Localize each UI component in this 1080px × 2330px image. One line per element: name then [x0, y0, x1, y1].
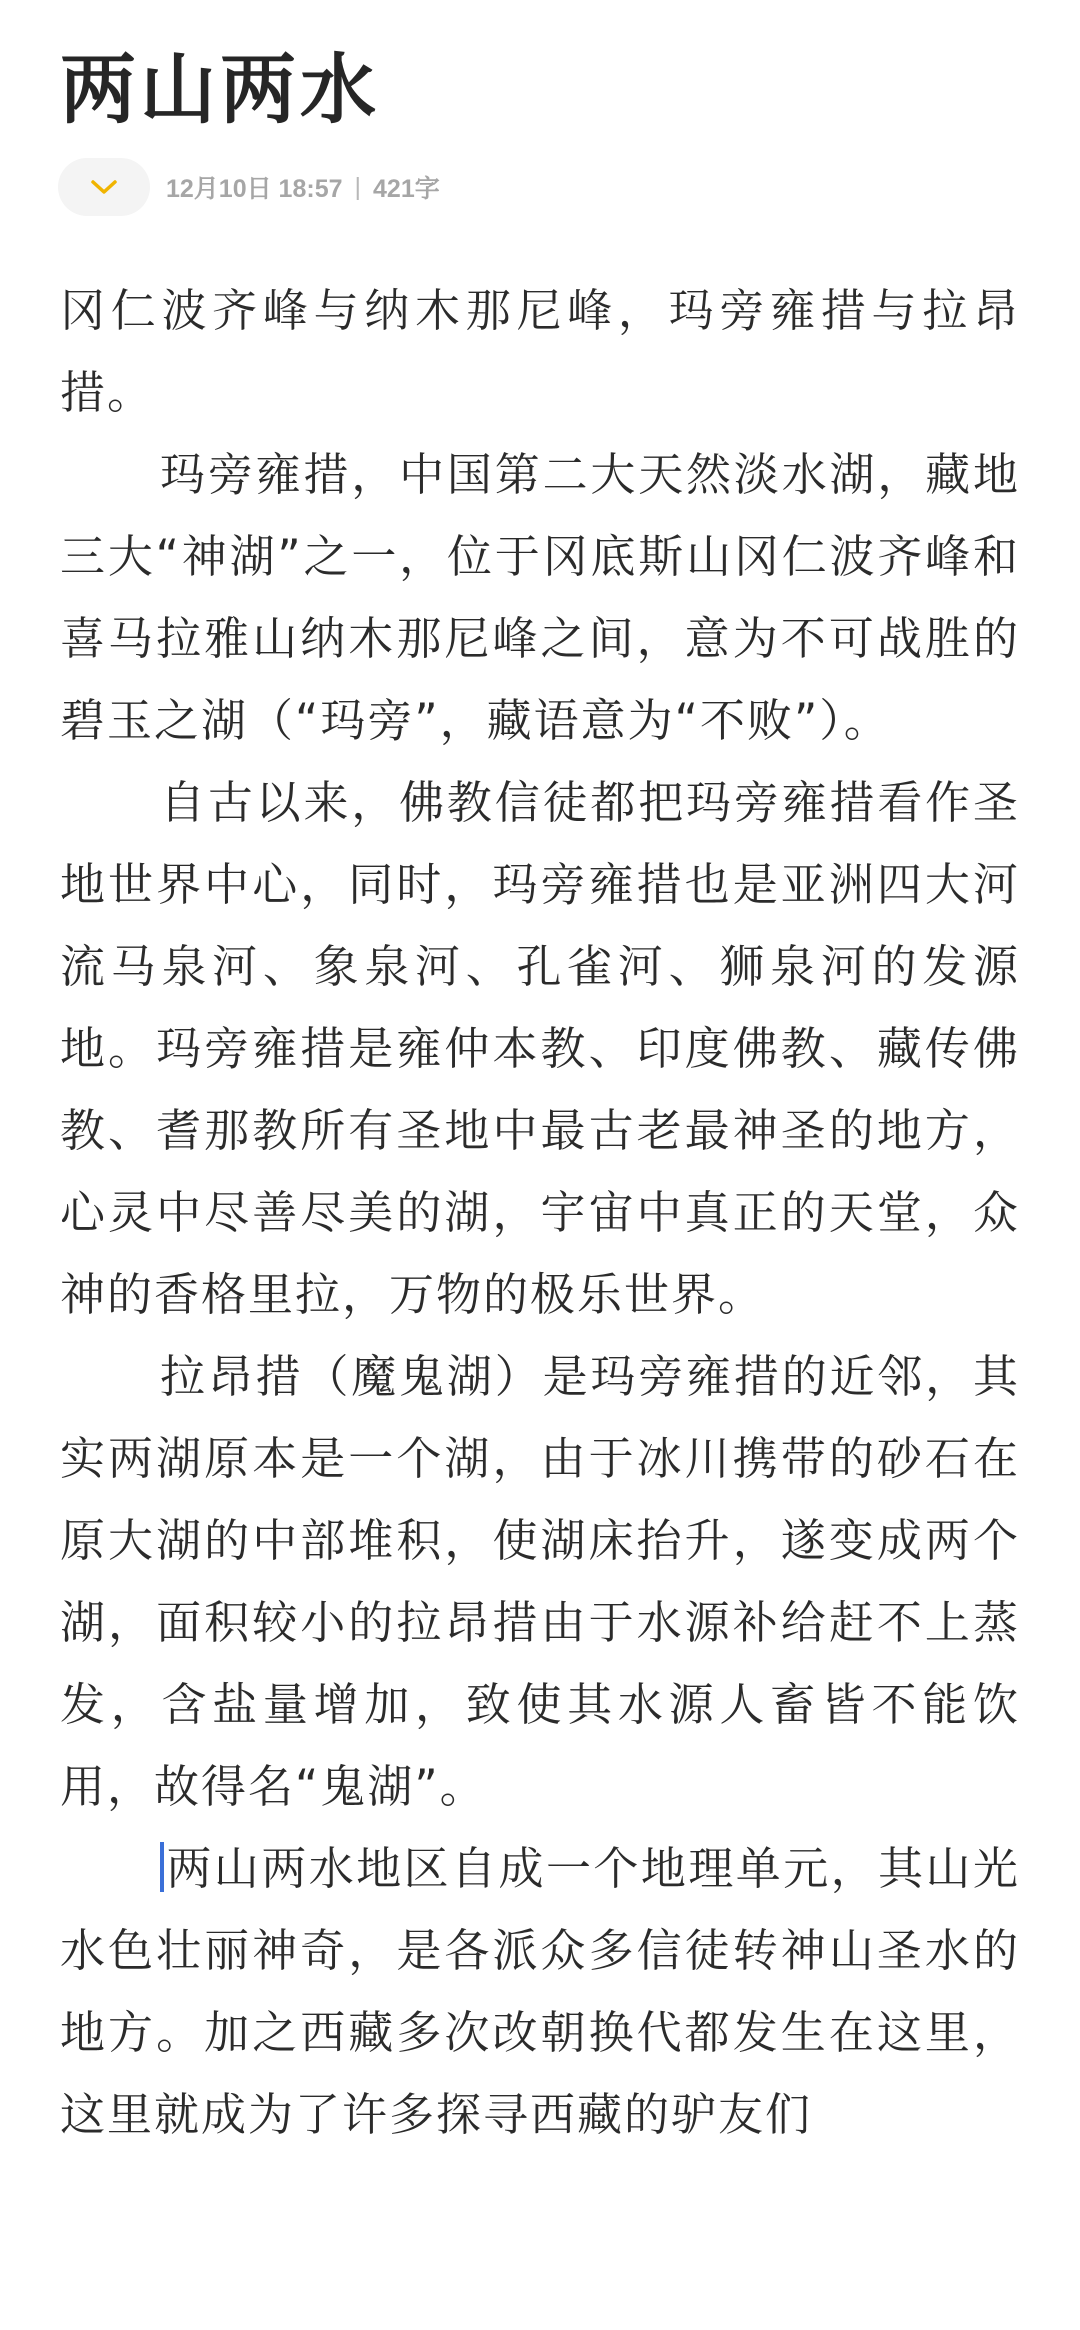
paragraph-region-text: 两山两水地区自成一个地理单元，其山光水色壮丽神奇，是各派众多信徒转神山圣水的地方。加之西藏多次改朝换代都发生在这里，这里就成为了许多探寻西藏的驴友们 — [60, 1842, 1020, 2141]
expand-toggle-button[interactable] — [58, 158, 150, 216]
article-title: 两山两水 — [60, 45, 380, 134]
article-meta — [58, 158, 440, 216]
word-count: 421字 — [373, 175, 440, 203]
paragraph-lhanag-tso: 拉昂措（魔鬼湖）是玛旁雍措的近邻，其实两湖原本是一个湖，由于冰川携带的砂石在原大湖的中部堆积，使湖床抬升，遂变成两个湖，面积较小的拉昂措由于水源补给赶不上蒸发，含盐量增加，致使其水源人畜皆不能饮用，故得名“鬼湖”。 — [60, 1350, 1020, 1813]
text-cursor — [160, 1842, 164, 1892]
paragraph-region — [60, 1828, 1020, 2156]
article-body[interactable] — [60, 270, 1020, 2156]
chevron-down-icon — [89, 178, 119, 196]
paragraph-mapam-yumco: 玛旁雍措，中国第二大天然淡水湖，藏地三大“神湖”之一，位于冈底斯山冈仁波齐峰和喜马拉雅山纳木那尼峰之间，意为不可战胜的碧玉之湖（“玛旁”，藏语意为“不败”）。 — [60, 448, 1020, 747]
paragraph-intro: 冈仁波齐峰与纳木那尼峰，玛旁雍措与拉昂措。 — [60, 284, 1020, 419]
publish-date: 12月10日 18:57 — [166, 175, 343, 203]
paragraph-holy-land: 自古以来，佛教信徒都把玛旁雍措看作圣地世界中心，同时，玛旁雍措也是亚洲四大河流马泉河、象泉河、孔雀河、狮泉河的发源地。玛旁雍措是雍仲本教、印度佛教、藏传佛教、耆那教所有圣地中最古老最神圣的地方，心灵中尽善尽美的湖，宇宙中真正的天堂，众神的香格里拉，万物的极乐世界。 — [60, 776, 1020, 1321]
meta-separator: | — [354, 172, 362, 201]
